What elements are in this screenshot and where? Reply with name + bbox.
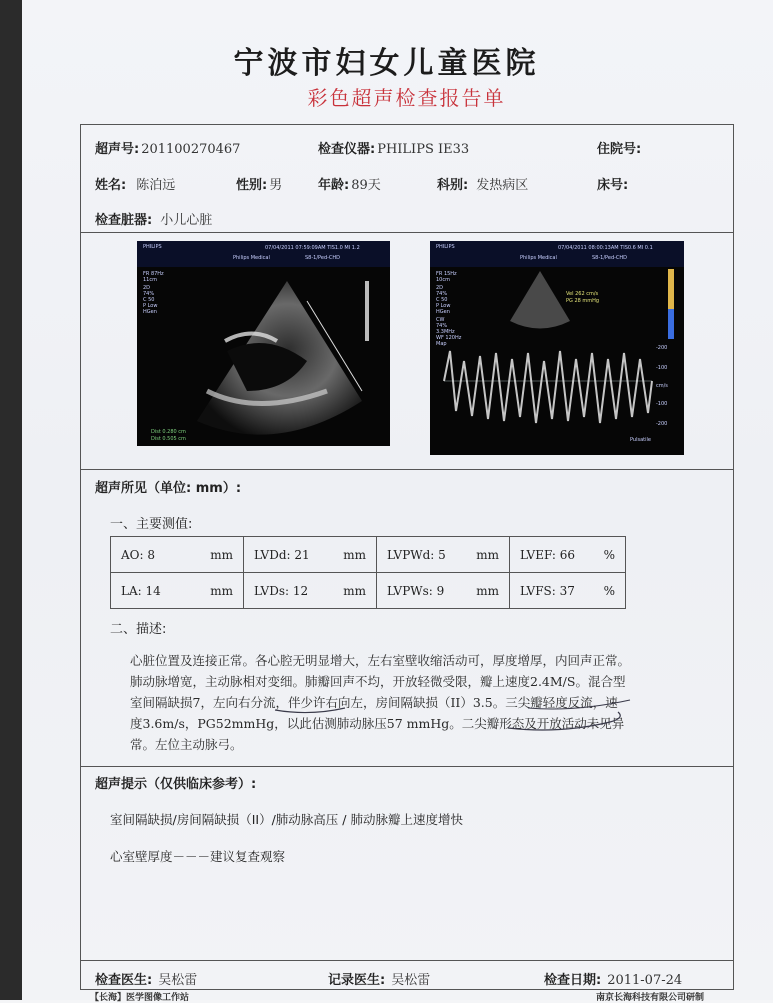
measure-value: 5: [438, 547, 446, 562]
dept-value: 发热病区: [476, 178, 529, 193]
description-title: 二、描述:: [110, 622, 167, 637]
inpatient-field: 住院号:: [597, 142, 642, 157]
measure-value: 37: [559, 583, 575, 598]
age-field: 年龄: 89天: [318, 178, 381, 193]
sex-value: 男: [269, 178, 283, 193]
findings-title: 超声所见（单位: mm）:: [95, 481, 242, 496]
footer-workstation: 【长海】医学图像工作站: [90, 993, 190, 1003]
name-field: 姓名: 陈泊远: [95, 178, 176, 193]
device-field: 检查仪器: PHILIPS IE33: [318, 142, 470, 157]
impression-title: 超声提示（仅供临床参考）:: [95, 777, 257, 792]
report-title: 彩色超声检查报告单: [307, 86, 506, 110]
us-number-field: 超声号: 201100270467: [95, 142, 241, 157]
us-number-value: 201100270467: [141, 142, 241, 157]
measure-value: 8: [147, 547, 156, 562]
measure-title: 一、主要测值:: [110, 517, 193, 532]
echo-image-2d: PHILIPS 07/04/2011 07:59:09AM TIS1.0 MI 1.2 Philips Medical S8-1/Ped-CHD FR 87Hz 11cm 2D 74% C 50 P Low HGen Dist 0.280 cm Dist 0.505 cm: [137, 241, 390, 446]
record-doctor-value: 吴松雷: [391, 973, 431, 988]
measure-value: 9: [436, 583, 445, 598]
footer-company: 南京长海科技有限公司研制: [596, 993, 705, 1003]
measure-cell: AO: 8 mm: [111, 537, 244, 573]
measure-cell: LVEF: 66 %: [510, 537, 626, 573]
measure-value: 21: [294, 547, 310, 562]
bed-field: 床号:: [597, 178, 629, 193]
measure-cell: LVDs: 12 mm: [244, 573, 377, 609]
exam-date-field: 检查日期: 2011-07-24: [544, 973, 683, 988]
impression-line-1: 室间隔缺损/房间隔缺损（II）/肺动脉高压 / 肺动脉瓣上速度增快: [110, 812, 463, 827]
measure-cell: LVPWs: 9 mm: [377, 573, 510, 609]
organ-field: 检查脏器: 小儿心脏: [95, 213, 213, 228]
impression-line-2: 心室壁厚度－－－建议复查观察: [110, 849, 286, 864]
description-text: 心脏位置及连接正常。各心腔无明显增大，左右室壁收缩活动可，厚度增厚，内回声正常。肺动脉增宽，主动脉相对变细。肺瓣回声不均，开放轻微受限，瓣上速度2.4M/S。混合型室间隔缺损7，左向右分流，伴少许右向左，房间隔缺损（II）3.5。三尖瓣轻度反流，速度3.6m/s，PG52mmHg，以此估测肺动脉压57 mmHg。二尖瓣形态及开放活动未见异常。左位主动脉弓。: [130, 653, 631, 752]
device-value: PHILIPS IE33: [377, 142, 470, 157]
measure-value: 12: [292, 583, 309, 598]
dept-field: 科别: 发热病区: [437, 178, 529, 193]
measure-cell: LVFS: 37 %: [510, 573, 626, 609]
measure-cell: LA: 14 mm: [111, 573, 244, 609]
age-value: 89天: [351, 178, 381, 193]
organ-value: 小儿心脏: [160, 213, 213, 228]
echo-image-doppler: PHILIPS 07/04/2011 08:00:13AM TIS0.6 MI 0.1 Philips Medical S8-1/Ped-CHD FR 15Hz 10cm 2D 74% C 50 P Low HGen CW 74% 3.3MHz WF 120Hz Map Vel 262 cm/s PG 28 mmHg -200 -100 cm/s -100 -200 Pulsatile: [430, 241, 684, 455]
measure-value: 14: [145, 583, 161, 598]
measure-value: 66: [559, 547, 576, 562]
exam-date-value: 2011-07-24: [607, 973, 683, 988]
sex-field: 性别: 男: [236, 178, 283, 193]
measure-cell: LVPWd: 5 mm: [377, 537, 510, 573]
measure-cell: LVDd: 21 mm: [244, 537, 377, 573]
hospital-name: 宁波市妇女儿童医院: [233, 46, 540, 81]
exam-doctor-value: 吴松雷: [158, 973, 198, 988]
exam-doctor-field: 检查医生: 吴松雷: [95, 973, 198, 988]
name-value: 陈泊远: [136, 178, 176, 193]
record-doctor-field: 记录医生: 吴松雷: [328, 973, 431, 988]
